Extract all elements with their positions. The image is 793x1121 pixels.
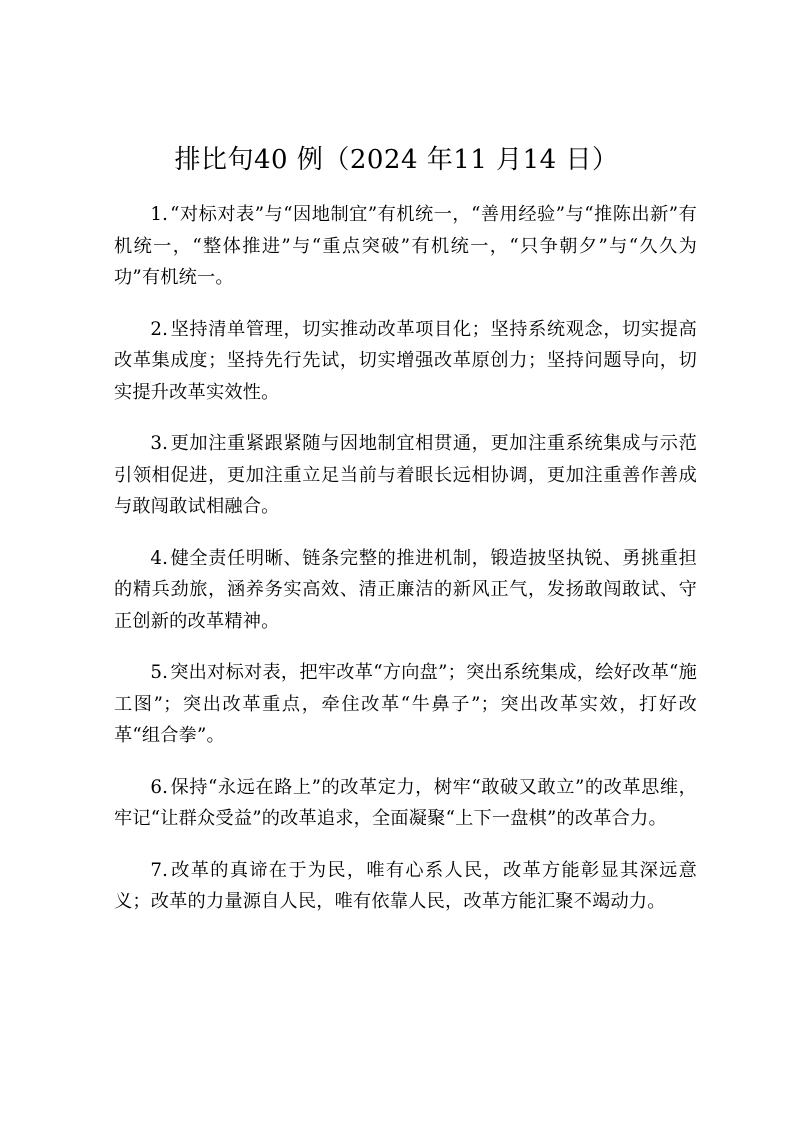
paragraph-number: 5. [150,662,169,683]
paragraph-number: 1. [150,204,169,225]
paragraph-number: 6. [150,776,169,798]
paragraph-text: 突出对标对表，把牢改革“方向盘”；突出系统集成，绘好改革“施工图”；突出改革重点，牵住改革“牛鼻子”；突出改革实效，打好改革“组合拳”。 [114,662,697,746]
paragraph-4 [114,543,697,638]
paragraph-number: 7. [150,859,169,881]
paragraph-text: “对标对表”与“因地制宜”有机统一，“善用经验”与“推陈出新”有机统一，“整体推进”与“重点突破”有机统一，“只争朝夕”与“久久为功”有机统一。 [114,204,697,288]
document-body [114,199,697,938]
paragraph-text: 健全责任明晰、链条完整的推进机制，锻造披坚执锐、勇挑重担的精兵劲旅，涵养务实高效、清正廉洁的新风正气，发扬敢闯敢试、守正创新的改革精神。 [114,547,697,632]
paragraph-6 [114,772,697,835]
paragraph-number: 3. [150,433,169,454]
paragraph-number: 4. [150,547,169,569]
paragraph-text: 更加注重紧跟紧随与因地制宜相贯通，更加注重系统集成与示范引领相促进，更加注重立足当前与着眼长远相协调，更加注重善作善成与敢闯敢试相融合。 [114,433,697,517]
paragraph-5 [114,657,697,752]
paragraph-text: 改革的真谛在于为民，唯有心系人民，改革方能彰显其深远意义；改革的力量源自人民，唯有依靠人民，改革方能汇聚不竭动力。 [114,859,697,912]
paragraph-text: 保持“永远在路上”的改革定力，树牢“敢破又敢立”的改革思维，牢记“让群众受益”的改革追求，全面凝聚“上下一盘棋”的改革合力。 [114,776,697,829]
page-title: 排比句40 例（2024 年11 月14 日） [174,145,619,175]
paragraph-text: 坚持清单管理，切实推动改革项目化；坚持系统观念，切实提高改革集成度；坚持先行先试，切实增强改革原创力；坚持问题导向，切实提升改革实效性。 [114,318,697,403]
paragraph-number: 2. [150,318,169,340]
paragraph-7 [114,855,697,918]
paragraph-1 [114,199,697,294]
paragraph-3 [114,428,697,523]
paragraph-2 [114,314,697,409]
